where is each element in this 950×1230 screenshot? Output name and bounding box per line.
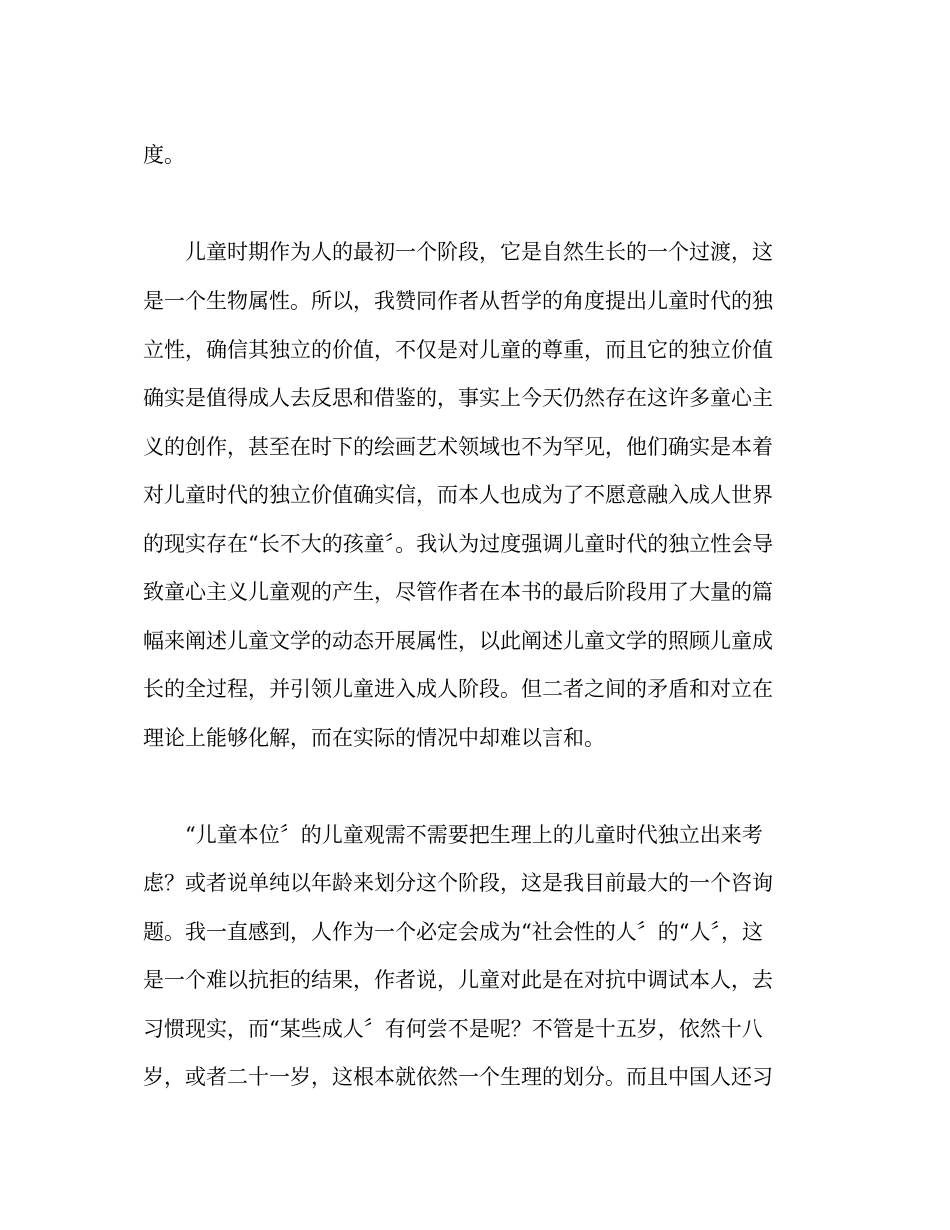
paragraph-3-line-2: 虑？或者说单纯以年龄来划分这个阶段，这是我目前最大的一个咨询 (143, 871, 773, 895)
paragraph-2-line-2: 是一个生物属性。所以，我赞同作者从哲学的角度提出儿童时代的独 (143, 289, 773, 313)
paragraph-2-line-11: 理论上能够化解，而在实际的情况中却难以言和。 (143, 726, 605, 750)
paragraph-2-line-5: 义的创作，甚至在时下的绘画艺术领域也不为罕见，他们确实是本着 (143, 435, 773, 459)
paragraph-3-line-5: 习惯现实，而“某些成人〞有何尝不是呢？不管是十五岁，依然十八 (143, 1017, 763, 1041)
paragraph-2-line-4: 确实是值得成人去反思和借鉴的，事实上今天仍然存在这许多童心主 (143, 386, 773, 410)
paragraph-2-line-9: 幅来阐述儿童文学的动态开展属性，以此阐述儿童文学的照顾儿童成 (143, 629, 773, 653)
paragraph-3-line-1: “儿童本位〞的儿童观需不需要把生理上的儿童时代独立出来考 (143, 823, 763, 847)
paragraph-2-line-7: 的现实存在“长不大的孩童〞。我认为过度强调儿童时代的独立性会导 (143, 532, 774, 556)
paragraph-2-line-10: 长的全过程，并引领儿童进入成人阶段。但二者之间的矛盾和对立在 (143, 677, 773, 701)
paragraph-3-line-6: 岁，或者二十一岁，这根本就依然一个生理的划分。而且中国人还习 (143, 1065, 773, 1089)
paragraph-1-line-1: 度。 (143, 143, 185, 167)
paragraph-2-line-3: 立性，确信其独立的价值，不仅是对儿童的尊重，而且它的独立价值 (143, 338, 773, 362)
paragraph-2-line-6: 对儿童时代的独立价值确实信，而本人也成为了不愿意融入成人世界 (143, 483, 773, 507)
paragraph-3-line-3: 题。我一直感到，人作为一个必定会成为“社会性的人〞的“人〞，这 (143, 920, 763, 944)
paragraph-2-line-8: 致童心主义儿童观的产生，尽管作者在本书的最后阶段用了大量的篇 (143, 580, 773, 604)
paragraph-2-line-1: 儿童时期作为人的最初一个阶段，它是自然生长的一个过渡，这 (143, 240, 773, 264)
paragraph-3-line-4: 是一个难以抗拒的结果，作者说，儿童对此是在对抗中调试本人，去 (143, 968, 773, 992)
